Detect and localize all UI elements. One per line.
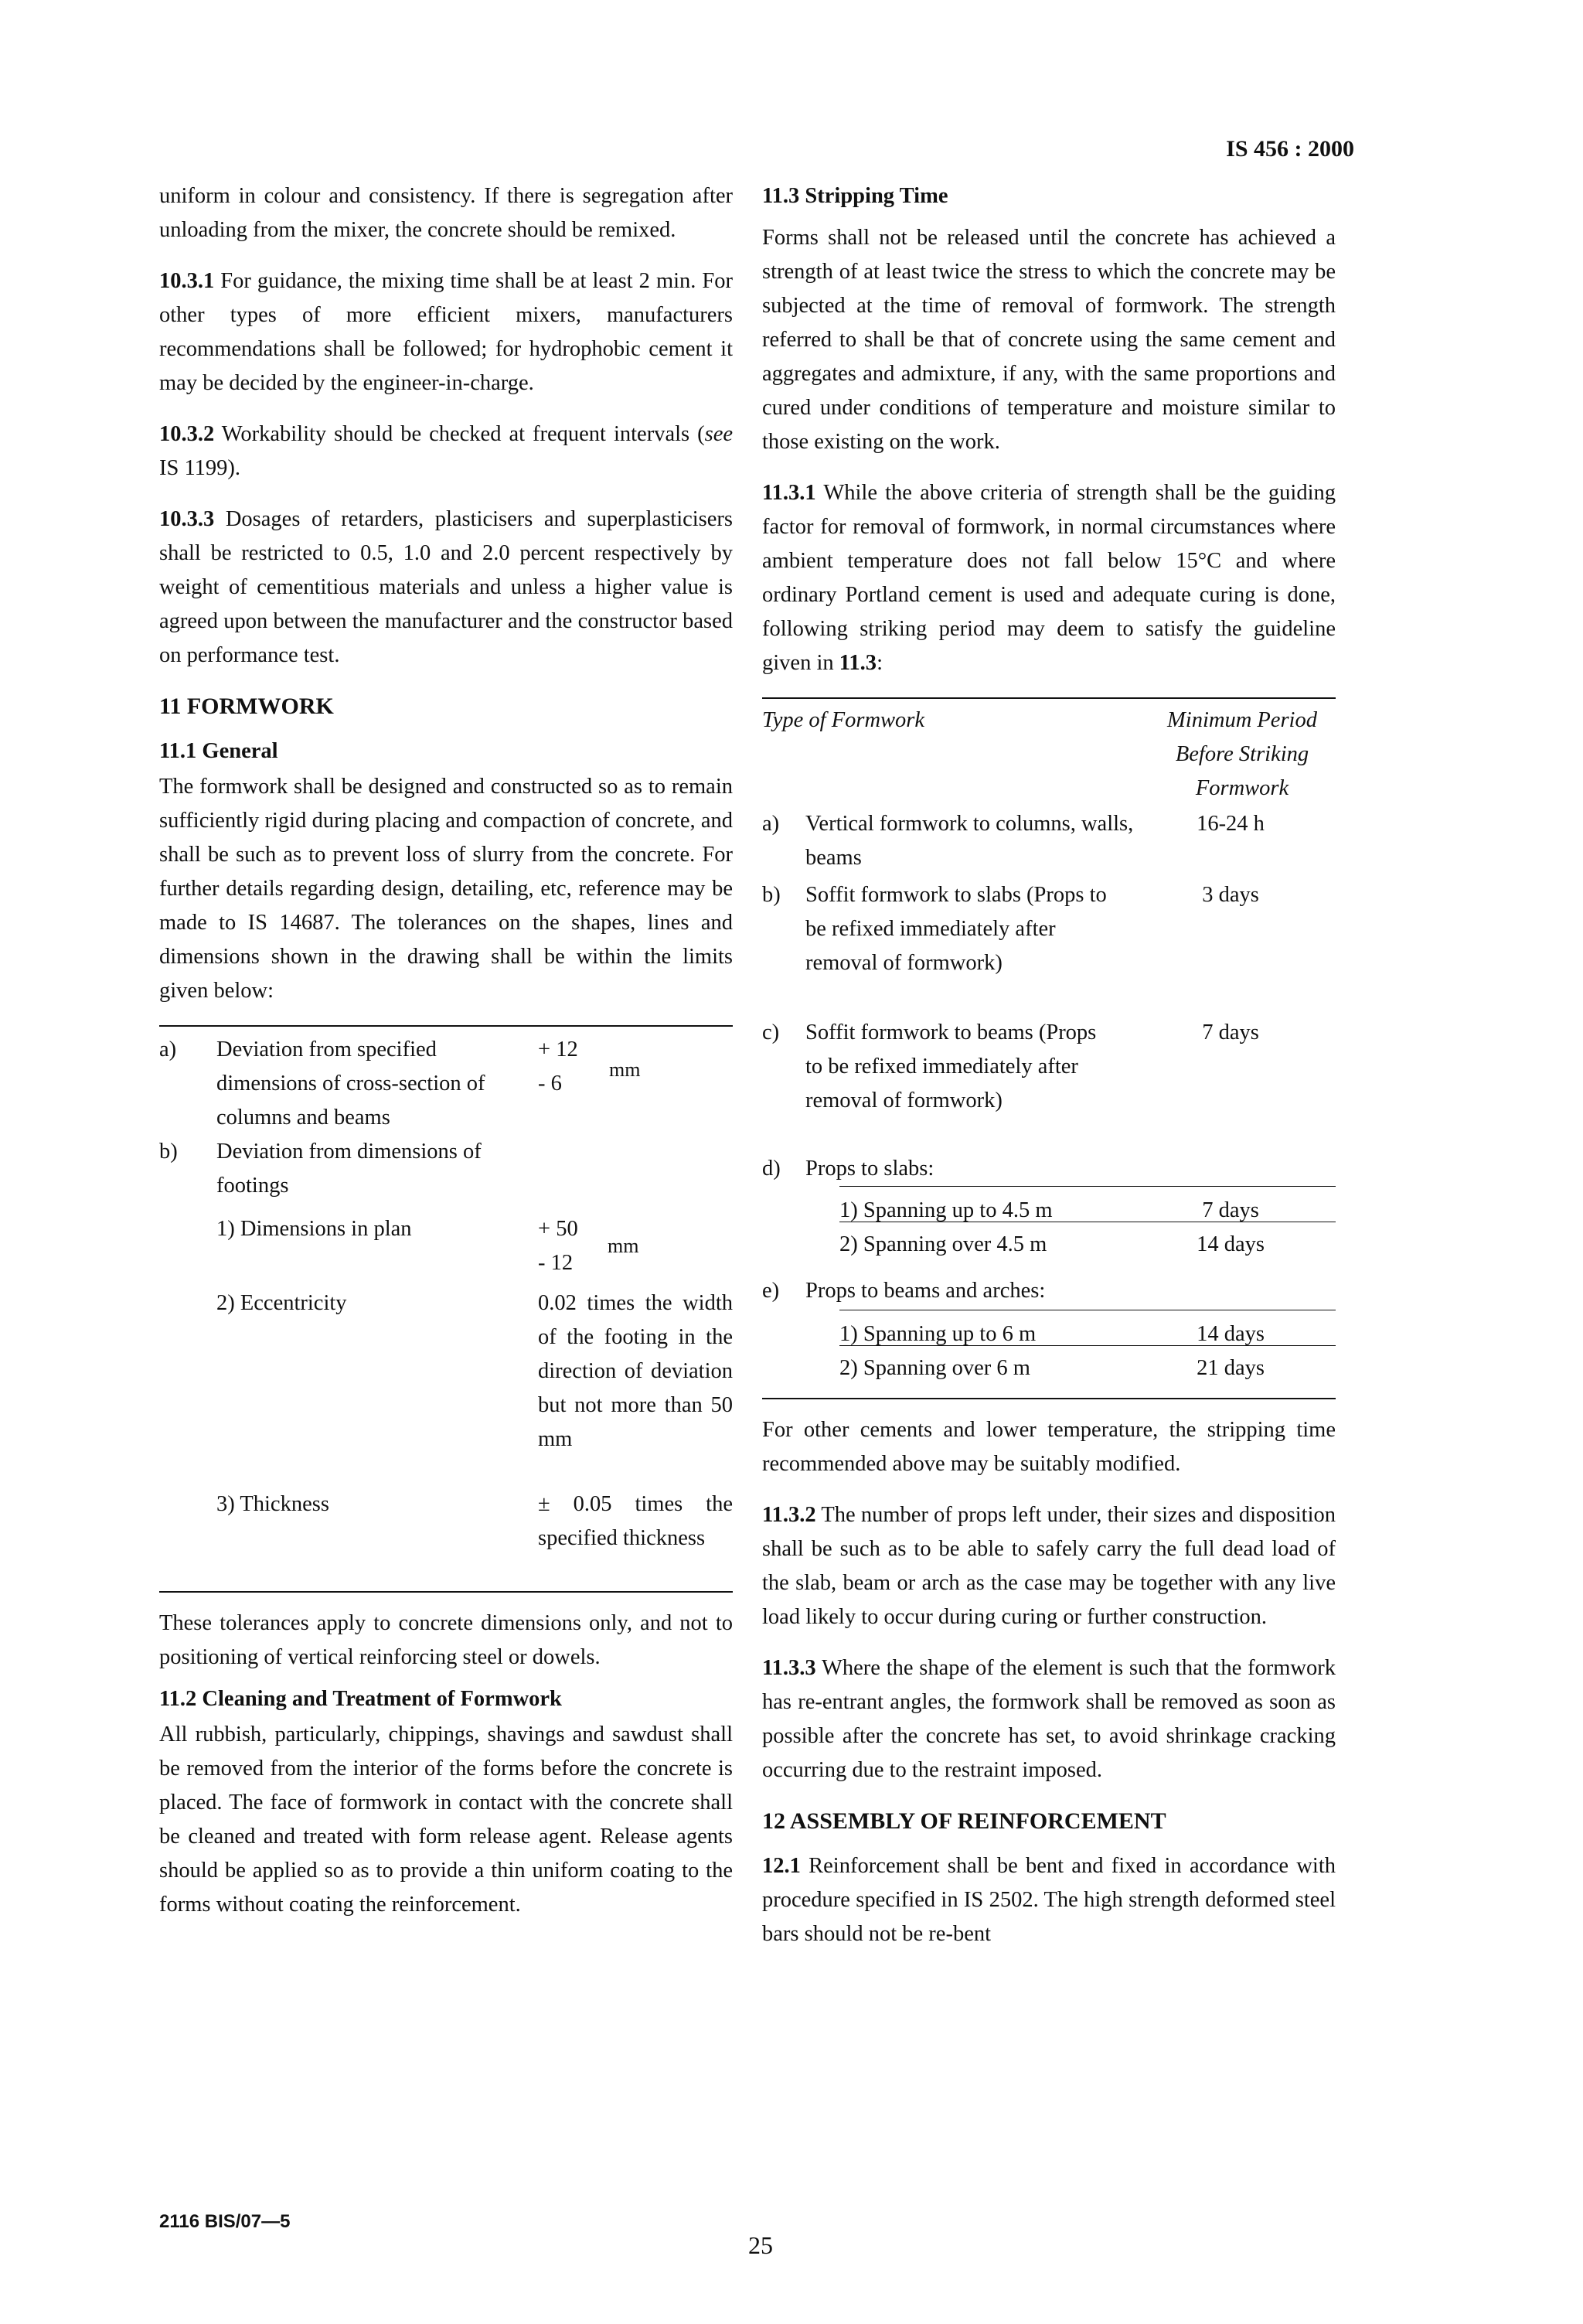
- period-value: 14 days: [1197, 1232, 1265, 1256]
- tolerance-plus: + 12: [538, 1038, 578, 1061]
- sub-item-rule: [839, 1186, 1336, 1187]
- period-value: 14 days: [1197, 1322, 1265, 1346]
- tolerance-thickness-value: ± 0.05 times the specified thickness: [538, 1492, 733, 1550]
- formwork-item-props-beams: Props to beams and arches:: [805, 1279, 1046, 1303]
- paragraph-other-cements: For other cements and lower temperature, the stripping time recommended above may be suitably modified.: [762, 1418, 1336, 1476]
- paragraph-formwork-general: The formwork shall be designed and constructed so as to remain sufficiently rigid during placing and compaction of concrete, and shall be such as to prevent loss of slurry from the concrete. For further details regarding design, detailing, etc, reference may be made to IS 14687. The tolerances on the shapes, lines and dimensions shown in the drawing shall be within the limits given below:: [159, 775, 733, 1003]
- paragraph-stripping-time: Forms shall not be released until the concrete has achieved a strength of at least twice the stress to which the concrete may be subjected at the time of removal of formwork. The strength referred to shall be that of concrete using the same cement and aggregates and admixture, if any, with the same proportions and cured under conditions of temperature and moisture similar to those existing on the work.: [762, 226, 1336, 454]
- clause-text: For guidance, the mixing time shall be at least 2 min. For other types of more efficient mixers, manufacturers recommendations shall be followed; for hydrophobic cement it may be decided by the engineer-in-charge.: [159, 269, 733, 395]
- period-value: 7 days: [1202, 1198, 1259, 1222]
- clause-11-3-2: [762, 1498, 1336, 1634]
- formwork-item-soffit-beams: Soffit formwork to beams (Props to be refixed immediately after removal of formwork): [805, 1021, 1097, 1113]
- section-heading-formwork: 11 FORMWORK: [159, 693, 334, 719]
- clause-number: 11.3.1: [762, 481, 816, 505]
- item-label: a): [762, 812, 780, 836]
- tolerance-table: [159, 1027, 733, 1591]
- tolerance-unit: mm: [609, 1058, 641, 1081]
- clause-text: Dosages of retarders, plasticisers and superplasticisers shall be restricted to 0.5, 1.0 and 2.0 percent respectively by weight of cementitious materials and unless a higher value is agreed upon between the manufacturer and the constructor based on performance test.: [159, 507, 734, 667]
- tolerance-minus: - 6: [538, 1072, 562, 1096]
- tolerance-eccentricity-value: 0.02 times the width of the footing in the direction of deviation but not more than 50 mm: [538, 1291, 733, 1451]
- tolerance-item-plan: 1) Dimensions in plan: [216, 1217, 412, 1241]
- see-reference: see: [704, 422, 733, 446]
- clause-10-3-3: [159, 503, 733, 673]
- tolerance-minus: - 12: [538, 1251, 574, 1275]
- sub-item: 1) Spanning up to 6 m: [839, 1322, 1037, 1346]
- right-column: [762, 179, 1336, 1968]
- clause-number: 11.3.3: [762, 1656, 816, 1680]
- clause-number: 11.3.2: [762, 1503, 816, 1527]
- subsection-heading-stripping-time: 11.3 Stripping Time: [762, 184, 948, 208]
- paragraph-uniform-colour: uniform in colour and consistency. If there is segregation after unloading from the mixer, the concrete should be remixed.: [159, 184, 733, 242]
- period-value: 7 days: [1202, 1021, 1259, 1044]
- clause-text-end: :: [877, 651, 883, 675]
- formwork-item-soffit-slabs: Soffit formwork to slabs (Props to be refixed immediately after removal of formwork): [805, 883, 1107, 975]
- period-value: 16-24 h: [1197, 812, 1265, 836]
- item-label: e): [762, 1279, 780, 1303]
- column-header-period: Minimum Period Before Striking Formwork: [1167, 708, 1317, 800]
- period-value: 3 days: [1202, 883, 1259, 907]
- clause-11-3-3: [762, 1651, 1336, 1787]
- clause-text-end: IS 1199).: [159, 456, 241, 480]
- clause-number: 10.3.2: [159, 422, 215, 446]
- subsection-heading-cleaning: 11.2 Cleaning and Treatment of Formwork: [159, 1687, 562, 1711]
- tolerance-item-eccentricity: 2) Eccentricity: [216, 1291, 347, 1315]
- clause-11-3-1: [762, 476, 1336, 680]
- column-header-type: Type of Formwork: [762, 708, 925, 732]
- paragraph-cleaning: All rubbish, particularly, chippings, shavings and sawdust shall be removed from the interior of the forms before the concrete is placed. The face of formwork in contact with the concrete shall be cleaned and treated with form release agent. Release agents should be applied so as to provide a thin uniform coating to the forms without coating the reinforcement.: [159, 1723, 733, 1917]
- table-bottom-rule: [762, 1398, 1336, 1399]
- period-value: 21 days: [1197, 1356, 1265, 1380]
- left-column: [159, 179, 733, 1939]
- clause-number: 12.1: [762, 1854, 801, 1878]
- tolerance-item-footings: Deviation from dimensions of footings: [216, 1140, 482, 1198]
- item-label: c): [762, 1021, 780, 1044]
- sub-item: 2) Spanning over 6 m: [839, 1356, 1030, 1380]
- sub-item: 1) Spanning up to 4.5 m: [839, 1198, 1053, 1222]
- tolerance-plus: + 50: [538, 1217, 578, 1241]
- clause-text: Where the shape of the element is such that the formwork has re-entrant angles, the formwork shall be removed as soon as possible after the concrete has set, to avoid shrinkage cracking occurring due to the restraint imposed.: [762, 1656, 1336, 1782]
- formwork-item-props-slabs: Props to slabs:: [805, 1157, 934, 1181]
- paragraph-tolerances-note: These tolerances apply to concrete dimensions only, and not to positioning of vertical reinforcing steel or dowels.: [159, 1611, 733, 1669]
- sub-item: 2) Spanning over 4.5 m: [839, 1232, 1047, 1256]
- item-label: d): [762, 1157, 781, 1181]
- item-label: b): [762, 883, 781, 907]
- page-number: 25: [748, 2231, 773, 2259]
- tolerance-unit: mm: [608, 1235, 639, 1257]
- table-bottom-rule: [159, 1591, 733, 1593]
- clause-text: While the above criteria of strength shall be the guiding factor for removal of formwork, in normal circumstances where ambient temperature does not fall below 15°C and where ordinary Portland cement is used and adequate curing is done, following striking period may deem to satisfy the guideline given in: [762, 481, 1336, 675]
- clause-number: 10.3.3: [159, 507, 215, 531]
- standard-number: IS 456 : 2000: [1226, 136, 1354, 162]
- clause-reference: 11.3: [839, 651, 877, 675]
- item-label: b): [159, 1140, 178, 1164]
- clause-12-1: [762, 1849, 1336, 1951]
- clause-number: 10.3.1: [159, 269, 215, 293]
- print-code: 2116 BIS/07—5: [159, 2211, 291, 2232]
- formwork-item-vertical: Vertical formwork to columns, walls, beams: [805, 812, 1134, 870]
- clause-text: The number of props left under, their sizes and disposition shall be such as to be able to safely carry the full dead load of the slab, beam or arch as the case may be together with any live load likely to occur during curing or further construction.: [762, 1503, 1336, 1629]
- clause-10-3-1: [159, 264, 733, 400]
- tolerance-item-cross-section: Deviation from specified dimensions of cross-section of columns and beams: [216, 1038, 485, 1130]
- stripping-period-table: [762, 699, 1336, 1398]
- sub-item-rule: [839, 1345, 1336, 1346]
- subsection-heading-general: 11.1 General: [159, 739, 278, 763]
- section-heading-reinforcement: 12 ASSEMBLY OF REINFORCEMENT: [762, 1808, 1166, 1834]
- clause-10-3-2: [159, 417, 733, 486]
- item-label: a): [159, 1038, 177, 1061]
- clause-text: Workability should be checked at frequent intervals (: [221, 422, 705, 446]
- tolerance-item-thickness: 3) Thickness: [216, 1492, 329, 1516]
- clause-text: Reinforcement shall be bent and fixed in accordance with procedure specified in IS 2502. The high strength deformed steel bars should not be re-bent: [762, 1854, 1336, 1946]
